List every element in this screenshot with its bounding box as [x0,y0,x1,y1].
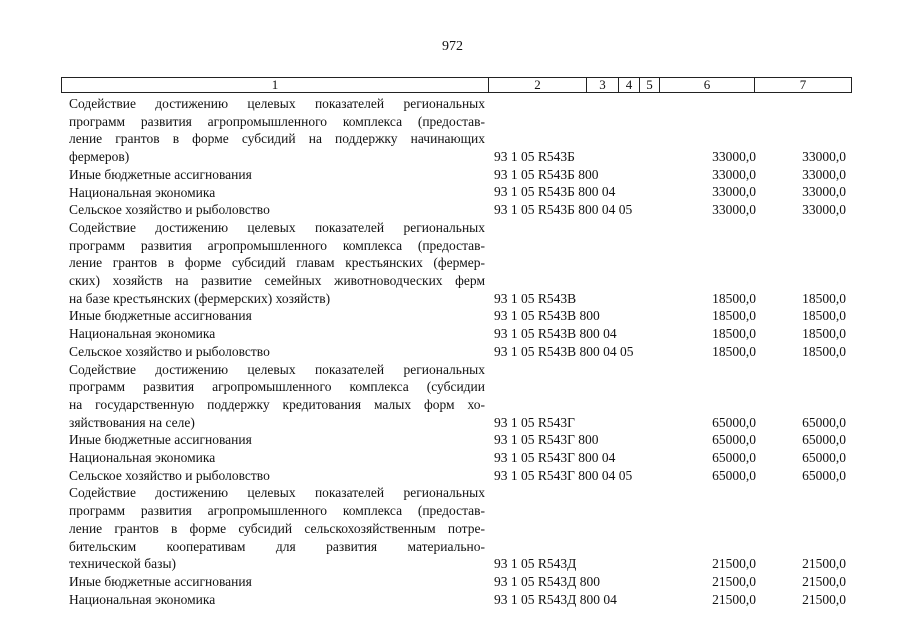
description-line: зяйствования на селе) [69,414,195,430]
row-code: 93 1 05 R543Г 800 04 05 [494,467,633,483]
description-line: на государственную поддержку кредитования малых форм хо- [69,396,485,412]
row-value-col6: 18500,0 [712,308,756,324]
row-code: 93 1 05 R543Б 800 04 [494,184,616,200]
row-value-col6: 65000,0 [712,432,756,448]
row-value-col7: 21500,0 [802,591,846,607]
table-row [0,573,905,591]
table-row [0,201,905,219]
row-description [69,431,485,449]
row-value-col6: 65000,0 [712,467,756,483]
row-code: 93 1 05 R543В 800 04 05 [494,343,634,359]
table-row [0,449,905,467]
description-line: Содействие достижению целевых показателей региональных [69,485,485,501]
description-line: Содействие достижению целевых показателей региональных [69,96,485,111]
description-line: ление грантов в форме субсидий главам крестьянских (фермер- [69,255,485,271]
page-number: 972 [442,39,463,54]
row-description [69,219,485,308]
row-code: 93 1 05 R543Б 800 [494,166,599,182]
row-code: 93 1 05 R543Г 800 04 [494,449,616,465]
description-line: Сельское хозяйство и рыболовство [69,467,270,483]
description-line: Иные бюджетные ассигнования [69,166,252,182]
description-line: программ развития агропромышленного комплекса (предостав- [69,503,485,519]
header-col-7: 7 [799,77,807,92]
row-value-col7: 65000,0 [802,432,846,448]
row-description [69,573,485,591]
row-description [69,95,485,166]
row-description [69,184,485,202]
row-value-col6: 21500,0 [712,556,756,572]
description-line: Национальная экономика [69,326,216,342]
row-code: 93 1 05 R543В [494,290,577,306]
description-line: программ развития агропромышленного комплекса (субсидии [69,379,485,395]
description-line: ских) хозяйств на развитие семейных животноводческих ферм [69,273,485,288]
row-description [69,484,485,573]
description-line: Иные бюджетные ассигнования [69,573,252,589]
description-line: бительским кооперативам для развития материально- [69,538,485,554]
row-code: 93 1 05 R543Г 800 [494,432,599,448]
row-code: 93 1 05 R543Б 800 04 05 [494,202,633,218]
row-code: 93 1 05 R543В 800 04 [494,326,617,342]
header-col-3: 3 [587,78,619,92]
row-value-col6: 33000,0 [712,149,756,165]
row-value-col7: 21500,0 [802,573,846,589]
row-value-col6: 65000,0 [712,449,756,465]
row-value-col7: 18500,0 [802,308,846,324]
row-value-col7: 18500,0 [802,290,846,306]
table-header [61,77,852,93]
description-line: ление грантов в форме субсидий сельскохозяйственным потре- [69,520,485,536]
description-line: Национальная экономика [69,591,216,607]
header-col-1: 1 [62,78,489,92]
description-line: Иные бюджетные ассигнования [69,308,252,324]
description-line: Национальная экономика [69,450,216,465]
row-code: 93 1 05 R543Д [494,556,577,572]
row-code: 93 1 05 R543Д 800 [494,573,600,589]
description-line: программ развития агропромышленного комплекса (предостав- [69,113,485,129]
header-col-4: 4 [619,78,640,92]
row-description [69,449,485,467]
table-row [0,343,905,361]
header-col-6: 6 [660,78,755,92]
row-value-col7: 33000,0 [802,166,846,182]
row-value-col7: 33000,0 [802,202,846,218]
table-row [0,361,905,432]
row-code: 93 1 05 R543Б [494,149,575,165]
description-line: программ развития агропромышленного комплекса (предостав- [69,237,485,253]
row-value-col7: 33000,0 [802,184,846,200]
table-row [0,184,905,202]
table-row [0,591,905,609]
description-line: Сельское хозяйство и рыболовство [69,343,270,359]
row-value-col6: 33000,0 [712,166,756,182]
row-code: 93 1 05 R543В 800 [494,308,600,324]
row-code: 93 1 05 R543Г [494,414,575,430]
header-col-5: 5 [640,78,660,92]
row-value-col7: 65000,0 [802,449,846,465]
description-line: Содействие достижению целевых показателей региональных [69,361,485,377]
description-line: Иные бюджетные ассигнования [69,432,252,448]
row-description [69,361,485,432]
row-value-col6: 18500,0 [712,290,756,306]
row-description [69,166,485,184]
description-line: Содействие достижению целевых показателей региональных [69,219,485,235]
row-value-col6: 21500,0 [712,591,756,607]
table-row [0,166,905,184]
row-value-col6: 18500,0 [712,343,756,359]
row-value-col7: 18500,0 [802,343,846,359]
row-description [69,325,485,343]
row-value-col6: 21500,0 [712,573,756,589]
row-description [69,591,485,609]
row-description [69,343,485,361]
row-value-col7: 21500,0 [802,556,846,572]
row-value-col7: 33000,0 [802,149,846,165]
row-value-col7: 65000,0 [802,414,846,430]
table-row [0,467,905,485]
table-row [0,484,905,573]
header-col-2: 2 [489,78,587,92]
description-line: Национальная экономика [69,184,216,200]
table-row [0,431,905,449]
row-description [69,467,485,485]
description-line: Сельское хозяйство и рыболовство [69,202,270,218]
row-value-col6: 33000,0 [712,184,756,200]
table-row [0,219,905,308]
row-value-col6: 65000,0 [712,414,756,430]
row-code: 93 1 05 R543Д 800 04 [494,591,617,607]
row-value-col7: 65000,0 [802,467,846,483]
table-row [0,325,905,343]
row-value-col6: 18500,0 [712,326,756,342]
row-description [69,201,485,219]
table-row [0,95,905,166]
description-line: на базе крестьянских (фермерских) хозяйств) [69,290,331,306]
row-description [69,307,485,325]
row-value-col6: 33000,0 [712,202,756,218]
description-line: технической базы) [69,556,177,572]
description-line: фермеров) [69,149,130,165]
row-value-col7: 18500,0 [802,326,846,342]
description-line: ление грантов в форме субсидий на поддержку начинающих [69,131,485,147]
table-row [0,307,905,325]
